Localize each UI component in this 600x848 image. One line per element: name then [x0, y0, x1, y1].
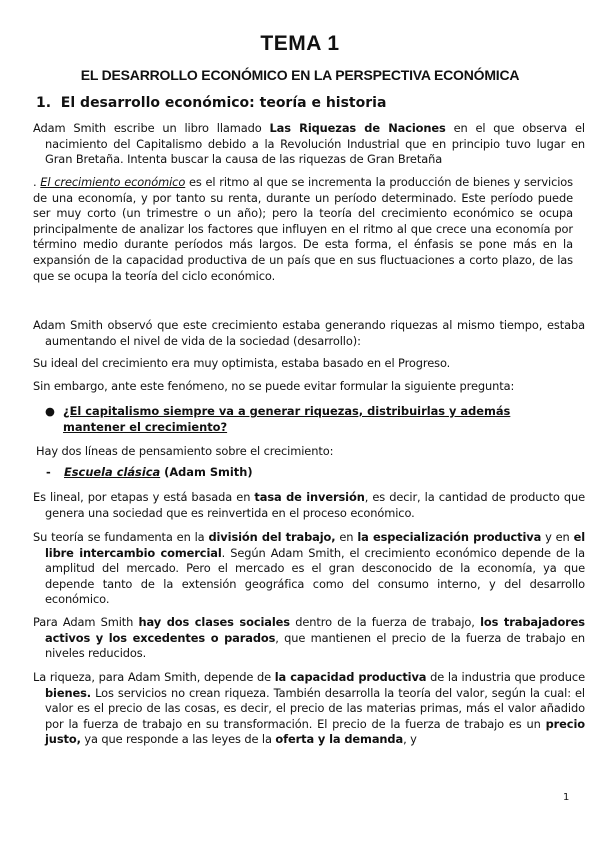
paragraph-growth-definition [33, 175, 573, 284]
question-bullet [45, 404, 573, 435]
p9-bold-b: hay dos clases sociales [138, 615, 290, 629]
p8-text-c: en [335, 530, 358, 544]
p10-bold-d: bienes. [45, 685, 92, 700]
p10-text-i: , y [403, 732, 417, 747]
defined-term: El crecimiento económico [40, 175, 186, 189]
p10-bold-f: precio justo, [45, 716, 585, 747]
paragraph-social-classes [33, 615, 585, 662]
paragraph-observation: Adam Smith observó que este crecimiento estaba generando riquezas al mismo tiempo, estaba aumentando el nivel de vida de la sociedad (desarrollo): [33, 318, 585, 348]
dash-marker: - [46, 465, 51, 479]
page-title: TEMA 1 [260, 32, 340, 55]
p7-text-c: , es decir, la cantidad de producto que genera una sociedad que es reinvertida en el proceso económico. [45, 490, 585, 520]
school-list-item [46, 465, 253, 479]
p10-text-g: ya que responde a las leyes de la [80, 732, 276, 747]
paragraph-ideal: Su ideal del crecimiento era muy optimista, estaba basado en el Progreso. [33, 356, 451, 370]
bullet-icon: ● [45, 404, 55, 418]
p2-text: es el ritmo al que se incrementa la producción de bienes y servicios de una economía, y por tanto su renta, durante un período determinado. Este período puede ser muy corto (un trimestre o un año); pero la teoría del crecimiento económico se ocupa principalmente de analizar los factores que influyen en el ritmo al que crece una economía por término medio durante períodos más largos. De esta forma, el énfasis se pone más en la expansión de la capacidad productiva de un país que en sus fluctuaciones a corto plazo, de las que se ocupa la teoría del ciclo económico. [33, 175, 573, 283]
school-name: Escuela clásica [64, 465, 161, 479]
p10-bold-h: oferta y la demanda [275, 732, 404, 747]
book-title: Las Riquezas de Naciones [269, 121, 446, 135]
page-subtitle: EL DESARROLLO ECONÓMICO EN LA PERSPECTIVA ECONÓMICA [80, 67, 520, 83]
paragraph-intro [33, 121, 585, 168]
p8-bold-f: el libre intercambio comercial [45, 530, 585, 560]
p9-bold-d: los trabajadores activos y los excedentes o parados [45, 615, 585, 645]
p7-text-a: Es lineal, por etapas y está basada en [33, 490, 255, 504]
p10-text-a: La riqueza, para Adam Smith, depende de [33, 670, 275, 684]
paragraph-two-lines: Hay dos líneas de pensamiento sobre el crecimiento: [36, 444, 334, 458]
school-author: (Adam Smith) [160, 465, 253, 479]
p1-text-c: en el que observa el nacimiento del Capitalismo debido a la Revolución Industrial que en principio tuvo lugar en Gran Bretaña. Intenta buscar la causa de las riquezas de Gran Bretaña [45, 121, 585, 167]
section-heading: 1. El desarrollo económico: teoría e historia [36, 95, 387, 111]
p10-text-e: Los servicios no crean riqueza. También desarrolla la teoría del valor, según la cual: el valor es el precio de las cosas, es decir, el precio de las materias primas, más el valor añadido por la fuerza de trabajo en su transformación. El precio de la fuerza de trabajo es un [45, 685, 585, 731]
p9-text-c: dentro de la fuerza de trabajo, [289, 615, 481, 629]
p9-text-a: Para Adam Smith [33, 615, 139, 629]
paragraph-linear [33, 490, 585, 521]
p10-bold-b: la capacidad productiva [274, 670, 427, 684]
p8-text-g: . Según Adam Smith, el crecimiento económico depende de la amplitud del mercado. Pero el mercado es el gran desconocido de la economía, ya que depende tanto de la extensión geográfica como del consumo interno, y del desarrollo económico. [45, 545, 585, 607]
paragraph-theory [33, 530, 585, 608]
p8-bold-d: la especialización productiva [357, 530, 542, 544]
page-number: 1 [563, 792, 570, 803]
p8-text-e: y en [541, 530, 574, 544]
p7-bold: tasa de inversión [254, 490, 365, 504]
p9-text-e: , que mantienen el precio de la fuerza de trabajo en niveles reducidos. [45, 630, 585, 661]
paragraph-wealth [33, 670, 585, 748]
p8-text-a: Su teoría se fundamenta en la [33, 530, 209, 544]
p2-lead: . [33, 175, 41, 189]
paragraph-question-intro: Sin embargo, ante este fenómeno, no se puede evitar formular la siguiente pregunta: [33, 379, 515, 393]
p8-bold-b: división del trabajo, [208, 530, 336, 544]
question-text: ¿El capitalismo siempre va a generar riquezas, distribuirlas y además mantener el crecimiento? [63, 404, 511, 434]
p1-text-a: Adam Smith escribe un libro llamado [33, 121, 270, 135]
p10-text-c: de la industria que produce [426, 670, 585, 684]
